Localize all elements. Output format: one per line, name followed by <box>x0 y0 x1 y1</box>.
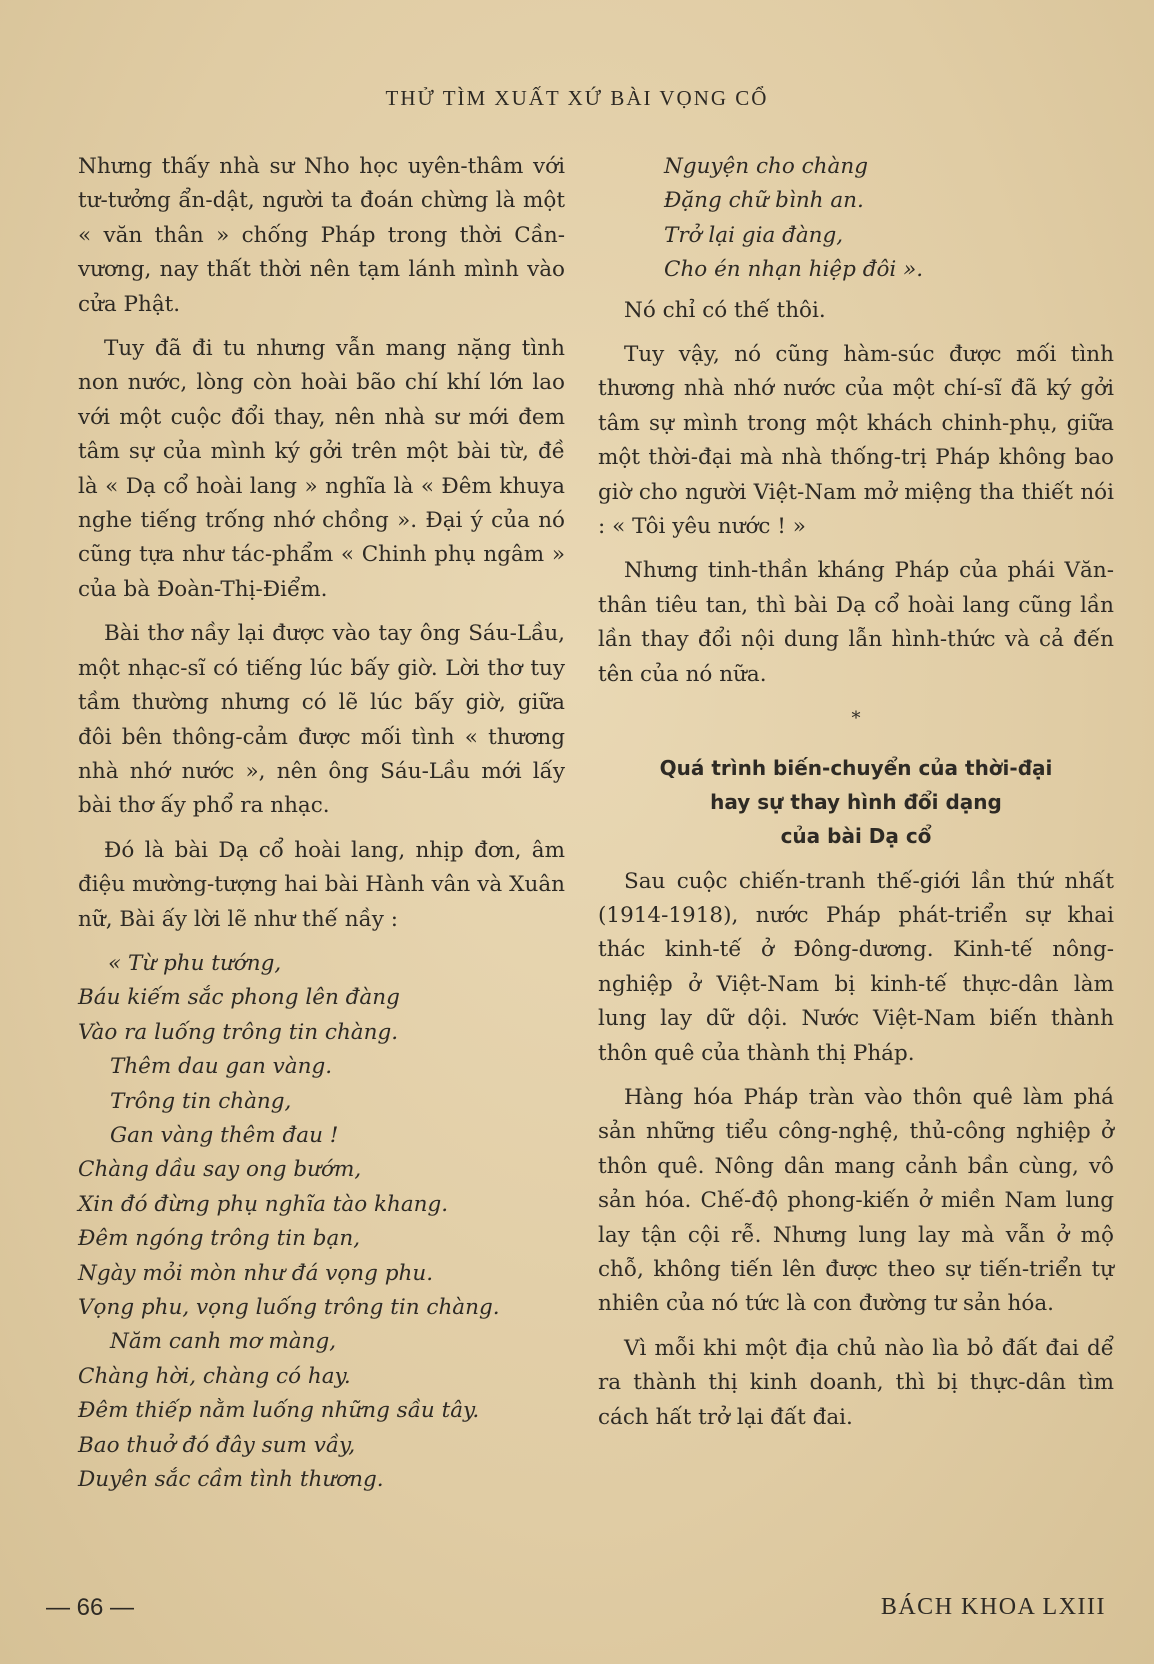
verse-line: Thêm dau gan vàng. <box>110 1054 333 1080</box>
verse-line: Vọng phu, vọng luống trông tin chàng. <box>78 1295 500 1320</box>
right-column <box>598 150 1114 1445</box>
verse-line: Chàng hời, chàng có hay. <box>78 1363 351 1389</box>
left-paragraph-1: Nhưng thấy nhà sư Nho học uyên-thâm với tư-tưởng ẩn-dật, người ta đoán chừng là một « văn thân » chống Pháp trong thời Cần-vương, nay thất thời nên tạm lánh mình vào cửa Phật. <box>78 154 565 317</box>
section-heading <box>598 751 1114 853</box>
right-paragraph-5: Hàng hóa Pháp tràn vào thôn quê làm phá sản những tiểu công-nghệ, thủ-công nghiệp ở thôn quê. Nông dân mang cảnh bần cùng, vô sản hóa. Chế-độ phong-kiến ở miền Nam lung lay tận cội rễ. Nhưng lung lay mà vẫn ở mộ chỗ, không tiến lên được theo sự tiến-triển tự nhiên của nó tức là con đường tư sản hóa. <box>598 1084 1114 1317</box>
verse-line: Bao thuở đó đây sum vầy, <box>78 1432 356 1458</box>
left-paragraph-4: Đó là bài Dạ cổ hoài lang, nhịp đơn, âm điệu mường-tượng hai bài Hành vân và Xuân nữ, Bài ấy lời lẽ như thế nầy : <box>78 837 565 932</box>
verse-line: Cho én nhạn hiệp đôi ». <box>664 257 924 283</box>
left-paragraph-2: Tuy đã đi tu nhưng vẫn mang nặng tình non nước, lòng còn hoài bão chí khí lớn lao với một cuộc đổi thay, nên nhà sư mới đem tâm sự của mình ký gởi trên một bài từ, đề là « Dạ cổ hoài lang » nghĩa là « Đêm khuya nghe tiếng trống nhớ chồng ». Đại ý của nó cũng tựa như tác-phẩm « Chinh phụ ngâm » của bà Đoàn-Thị-Điểm. <box>78 336 565 602</box>
verse-line: Đêm ngóng trông tin bạn, <box>78 1226 361 1252</box>
verse-line: Đêm thiếp nằm luống những sầu tây. <box>78 1398 480 1424</box>
verse-line: Duyên sắc cầm tình thương. <box>78 1467 384 1493</box>
verse-line: Trở lại gia đàng, <box>664 222 844 248</box>
right-paragraph-6: Vì mỗi khi một địa chủ nào lìa bỏ đất đai dể ra thành thị kinh doanh, thì bị thực-dân tìm cách hất trở lại đất đai. <box>598 1335 1114 1430</box>
left-paragraph-3: Bài thơ nầy lại được vào tay ông Sáu-Lầu, một nhạc-sĩ có tiếng lúc bấy giờ. Lời thơ tuy tầm thường nhưng có lẽ lúc bấy giờ, giữa đôi bên thông-cảm được mối tình « thương nhà nhớ nước », nên ông Sáu-Lầu mới lấy bài thơ ấy phổ ra nhạc. <box>78 621 565 819</box>
verse-line: Báu kiếm sắc phong lên đàng <box>78 985 400 1011</box>
poem-verse-left <box>78 947 565 1498</box>
running-head: THỬ TÌM XUẤT XỨ BÀI VỌNG CỔ <box>385 86 769 110</box>
verse-line: Năm canh mơ màng, <box>110 1329 337 1355</box>
page-number: — 66 — <box>46 1594 135 1621</box>
verse-line: « Từ phu tướng, <box>108 950 282 976</box>
verse-line: Trông tin chàng, <box>110 1088 292 1114</box>
verse-line: Gan vàng thêm đau ! <box>110 1122 339 1148</box>
right-paragraph-1: Nó chỉ có thế thôi. <box>624 297 826 323</box>
right-paragraph-2: Tuy vậy, nó cũng hàm-súc được mối tình thương nhà nhớ nước của một chí-sĩ đã ký gởi tâm sự mình trong một khách chinh-phụ, giữa một thời-đại mà nhà thống-trị Pháp không bao giờ cho người Việt-Nam mở miệng tha thiết nói : « Tôi yêu nước ! » <box>598 342 1114 540</box>
right-paragraph-4: Sau cuộc chiến-tranh thế-giới lần thứ nhất (1914-1918), nước Pháp phát-triển sự khai thác kinh-tế ở Đông-dương. Kinh-tế nông-nghiệp ở Việt-Nam bị kinh-tế thực-dân làm lung lay dữ dội. Nước Việt-Nam biến thành thôn quê của thành thị Pháp. <box>598 868 1114 1066</box>
left-column <box>78 150 565 1497</box>
verse-line: Xin đó đừng phụ nghĩa tào khang. <box>78 1191 449 1217</box>
verse-line: Vào ra luống trông tin chàng. <box>78 1019 399 1045</box>
section-heading-line: của bài Dạ cổ <box>780 823 932 848</box>
right-paragraph-3: Nhưng tinh-thần kháng Pháp của phái Văn-thân tiêu tan, thì bài Dạ cổ hoài lang cũng lần lần thay đổi nội dung lẫn hình-thức và cả đến tên của nó nữa. <box>598 558 1114 687</box>
poem-verse-right <box>664 150 1114 288</box>
section-heading-line: hay sự thay hình đổi dạng <box>710 789 1002 814</box>
magazine-name: BÁCH KHOA LXIII <box>880 1594 1106 1620</box>
verse-line: Đặng chữ bình an. <box>664 188 864 214</box>
verse-line: Chàng dầu say ong bướm, <box>78 1157 362 1183</box>
section-heading-line: Quá trình biến-chuyển của thời-đại <box>659 755 1053 780</box>
verse-line: Nguyện cho chàng <box>664 154 868 179</box>
section-separator: * <box>851 708 861 730</box>
verse-line: Ngày mỏi mòn như đá vọng phu. <box>78 1260 434 1286</box>
